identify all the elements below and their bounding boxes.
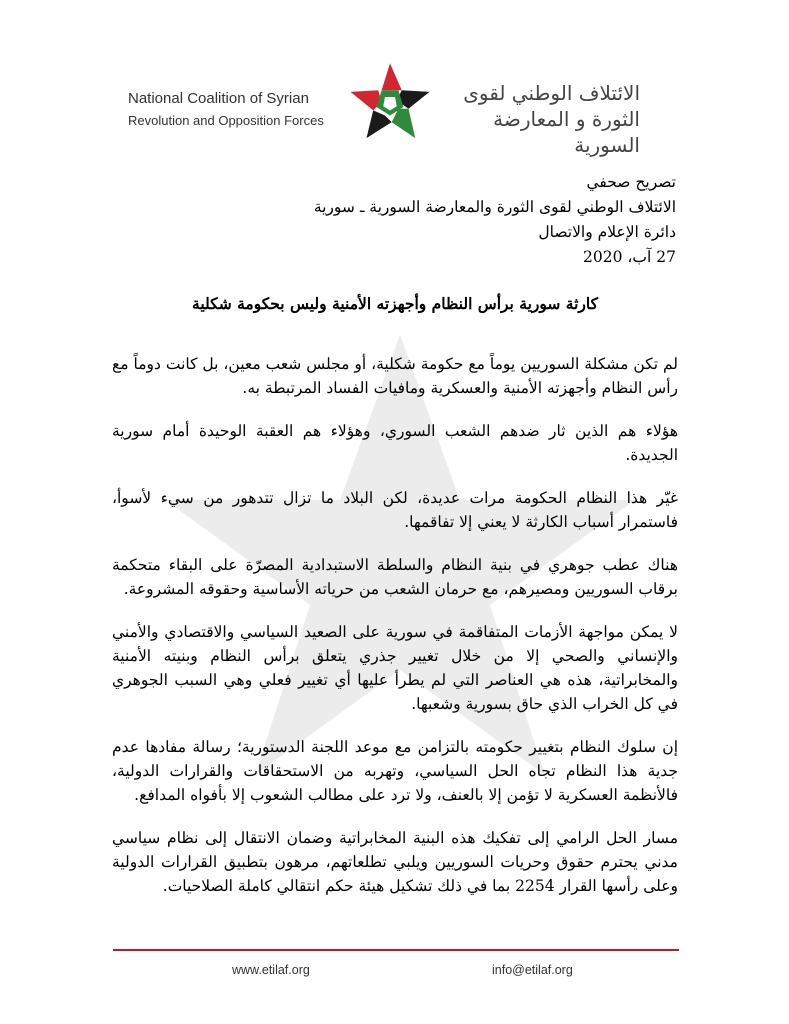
footer-divider: [113, 949, 679, 951]
english-name-line1: National Coalition of Syrian: [128, 90, 309, 107]
arabic-name-line1: الائتلاف الوطني لقوى: [463, 81, 640, 105]
organization-line: الائتلاف الوطني لقوى الثورة والمعارضة السورية ـ سورية: [313, 198, 676, 216]
letterhead: [0, 58, 789, 158]
body-paragraph: لا يمكن مواجهة الأزمات المتفاقمة في سورية على الصعيد السياسي والاقتصادي والأمني والإنساني والصحي إلا من خلال تغيير جذري يتعلق برأس النظام وبنيته الأمنية والمخابراتية، هذه هي العناصر التي لم يطرأ عليها أي تغيير فعلي وهي السبب الجوهري في كل الخراب الذي حاق بسورية وشعبها.: [112, 623, 678, 713]
arabic-name-line2: الثورة و المعارضة السورية: [493, 107, 640, 157]
body-paragraph: لم تكن مشكلة السوريين يوماً مع حكومة شكلية، أو مجلس شعب معين، بل كانت دوماً مع رأس النظام وأجهزته الأمنية والعسكرية ومافيات الفساد المرتبطة به.: [112, 355, 678, 397]
document-body: [112, 352, 678, 917]
footer-email-link[interactable]: info@etilaf.org: [492, 963, 573, 977]
coalition-star-logo-icon: [348, 60, 432, 144]
body-paragraph: هناك عطب جوهري في بنية النظام والسلطة الاستبدادية المصرّة على البقاء متحكمة برقاب السوريين ومصيرهم، مع حرمان الشعب من حرياته الأساسية وحقوقه المشروعة.: [112, 556, 678, 598]
arabic-organization-name: [440, 80, 640, 158]
release-date: 27 آب، 2020: [583, 248, 676, 266]
document-title: كارثة سورية برأس النظام وأجهزته الأمنية وليس بحكومة شكلية: [192, 294, 598, 313]
english-name-line2: Revolution and Opposition Forces: [128, 113, 324, 128]
press-release-meta: [256, 170, 676, 270]
body-paragraph: هؤلاء هم الذين ثار ضدهم الشعب السوري، وهؤلاء هم العقبة الوحيدة أمام سورية الجديدة.: [112, 422, 678, 464]
body-paragraph: غيّر هذا النظام الحكومة مرات عديدة، لكن البلاد ما تزال تتدهور من سيء لأسوأ، فاستمرار أسباب الكارثة لا يعني إلا تفاقمها.: [112, 489, 678, 531]
body-paragraph: إن سلوك النظام بتغيير حكومته بالتزامن مع موعد اللجنة الدستورية؛ رسالة مفادها عدم جدية هذا النظام تجاه الحل السياسي، وتهربه من الاستحقاقات والقرارات الدولية، فالأنظمة العسكرية لا تؤمن إلا بالعنف، ولا ترد على مطالب الشعوب إلا بأفواه المدافع.: [112, 738, 678, 804]
english-organization-name: [128, 88, 324, 132]
footer-website-link[interactable]: www.etilaf.org: [232, 963, 310, 977]
body-paragraph: مسار الحل الرامي إلى تفكيك هذه البنية المخابراتية وضمان الانتقال إلى نظام سياسي مدني يحترم حقوق وحريات السوريين ويلبي تطلعاتهم، مرهون بتطبيق القرارات الدولية وعلى رأسها القرار 2254 بما في ذلك تشكيل هيئة حكم انتقالي كاملة الصلاحيات.: [112, 829, 678, 895]
document-type: تصريح صحفي: [586, 173, 676, 191]
department-line: دائرة الإعلام والاتصال: [538, 223, 676, 241]
